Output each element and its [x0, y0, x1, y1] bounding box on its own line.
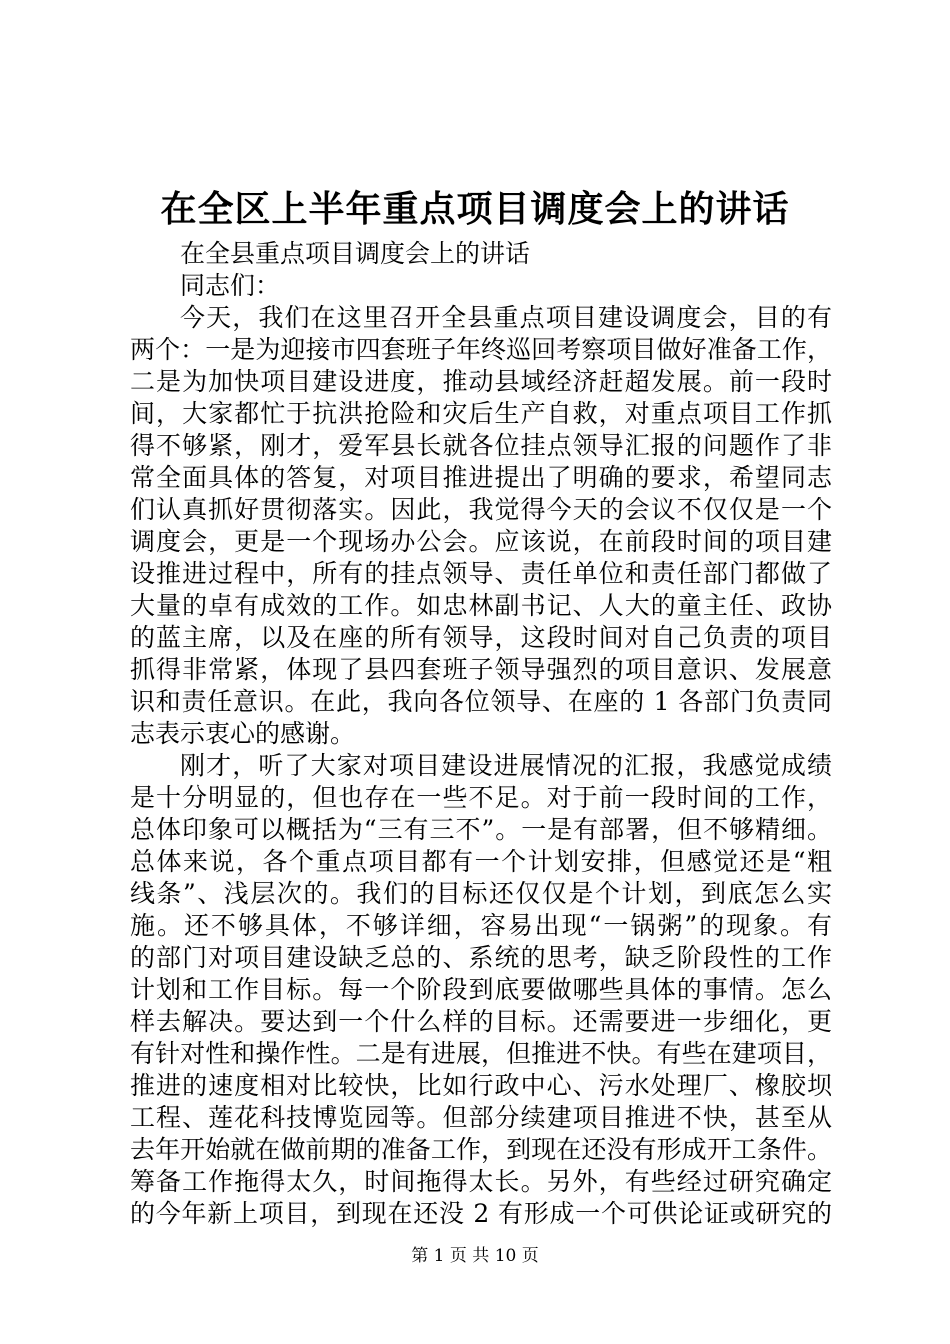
text-line: 调度会，更是一个现场办公会。应该说，在前段时间的项目建 [130, 527, 832, 556]
document-body [130, 238, 832, 1230]
text-line: 设推进过程中，所有的挂点领导、责任单位和责任部门都做了 [130, 559, 832, 588]
text-line: 常全面具体的答复，对项目推进提出了明确的要求，希望同志 [130, 463, 832, 492]
text-line: 总体来说，各个重点项目都有一个计划安排，但感觉还是“粗 [130, 847, 832, 876]
text-line: 总体印象可以概括为“三有三不”。一是有部署，但不够精细。 [130, 815, 832, 844]
text-line: 得不够紧，刚才，爱军县长就各位挂点领导汇报的问题作了非 [130, 431, 832, 460]
text-line: 两个：一是为迎接市四套班子年终巡回考察项目做好准备工作， [130, 335, 832, 364]
text-line: 工程、莲花科技博览园等。但部分续建项目推进不快，甚至从 [130, 1103, 832, 1132]
text-line: 二是为加快项目建设进度，推动县域经济赶超发展。前一段时 [130, 367, 832, 396]
text-line: 在全县重点项目调度会上的讲话 [180, 239, 531, 268]
text-line: 的部门对项目建设缺乏总的、系统的思考，缺乏阶段性的工作 [130, 943, 832, 972]
text-line: 同志们： [180, 271, 281, 300]
text-line: 推进的速度相对比较快，比如行政中心、污水处理厂、橡胶坝 [130, 1071, 832, 1100]
text-line: 今天，我们在这里召开全县重点项目建设调度会，目的有 [180, 303, 832, 332]
text-line: 施。还不够具体，不够详细，容易出现“一锅粥”的现象。有 [130, 911, 832, 940]
text-line: 刚才，听了大家对项目建设进展情况的汇报，我感觉成绩 [180, 751, 832, 780]
text-line: 的今年新上项目，到现在还没 2 有形成一个可供论证或研究的 [130, 1199, 832, 1228]
text-line: 计划和工作目标。每一个阶段到底要做哪些具体的事情。怎么 [130, 975, 832, 1004]
text-line: 识和责任意识。在此，我向各位领导、在座的 1 各部门负责同 [130, 687, 832, 716]
text-line: 样去解决。要达到一个什么样的目标。还需要进一步细化，更 [130, 1007, 832, 1036]
text-line: 志表示衷心的感谢。 [130, 719, 356, 748]
text-line: 大量的卓有成效的工作。如忠林副书记、人大的童主任、政协 [130, 591, 832, 620]
text-line: 去年开始就在做前期的准备工作，到现在还没有形成开工条件。 [130, 1135, 832, 1164]
page-footer: 第 1 页 共 10 页 [411, 1246, 539, 1266]
text-line: 有针对性和操作性。二是有进展，但推进不快。有些在建项目， [130, 1039, 832, 1068]
document-title: 在全区上半年重点项目调度会上的讲话 [160, 188, 790, 230]
text-line: 的蓝主席，以及在座的所有领导，这段时间对自己负责的项目 [130, 623, 832, 652]
text-line: 间，大家都忙于抗洪抢险和灾后生产自救，对重点项目工作抓 [130, 399, 832, 428]
text-line: 筹备工作拖得太久，时间拖得太长。另外，有些经过研究确定 [130, 1167, 832, 1196]
text-line: 们认真抓好贯彻落实。因此，我觉得今天的会议不仅仅是一个 [130, 495, 832, 524]
text-line: 线条”、浅层次的。我们的目标还仅仅是个计划，到底怎么实 [130, 879, 832, 908]
text-line: 抓得非常紧，体现了县四套班子领导强烈的项目意识、发展意 [130, 655, 832, 684]
text-line: 是十分明显的，但也存在一些不足。对于前一段时间的工作， [130, 783, 832, 812]
